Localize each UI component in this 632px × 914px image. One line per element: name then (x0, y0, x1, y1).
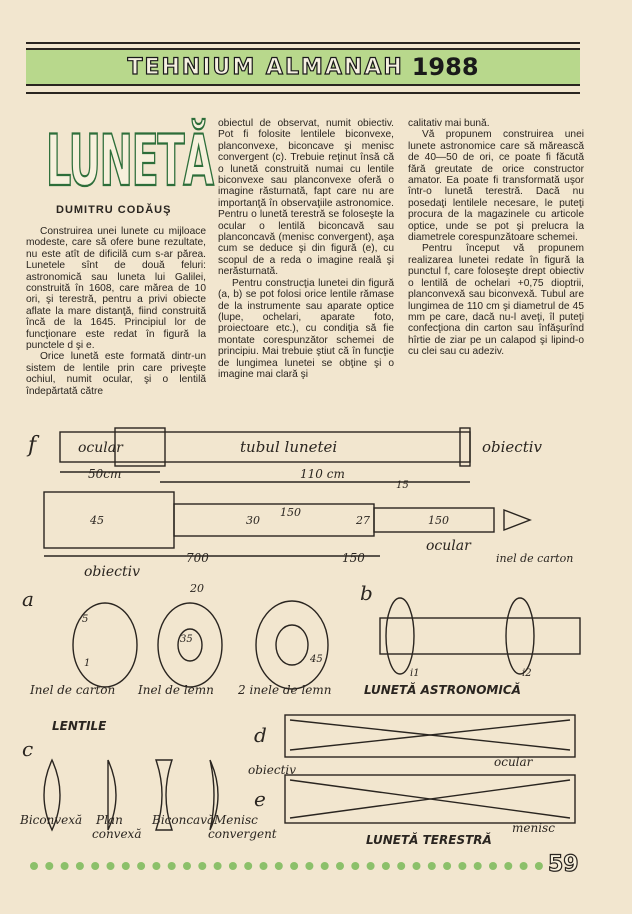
paragraph: Pentru construcţia lunetei din figură (a, b) se pot folosi orice lentile rămase de la instrumente sau aparate optice (lupe, ochelari, aparate foto, proiectoare etc.), cu condiţia să fie montate corespunzător schemei de principiu. Mai trebuie ştiut că în funcţie de lungimea lunetei se obţine şi o imagine mai clară şi (218, 277, 394, 380)
footer-dot (504, 862, 512, 870)
scope-d (285, 715, 575, 757)
footer-dot (443, 862, 451, 870)
dim-50: 50cm (88, 467, 122, 481)
footer-dot (367, 862, 375, 870)
caption-wood-ring: Inel de lemn (138, 683, 214, 697)
footer-dot (168, 862, 176, 870)
dim-r5: 5 (82, 614, 89, 625)
bottom-rule (26, 92, 580, 94)
top-rule (26, 42, 580, 44)
text-column-3 (408, 118, 584, 358)
paragraph: Construirea unei lunete cu mijloace modeste, care să ofere bune rezultate, nu este atît de dificilă cum s-ar părea. Lunetele sînt de două feluri: astronomică sau luneta lui Galilei, construită în 1608, care mărea de 10 ori, şi terestră, pentru a privi obiecte aflate la mare distanţă, fiind construită încă de la 1645. Principiul lor de funcţionare este redat în figură la punctele d şi e. (26, 226, 206, 352)
footer-dot (107, 862, 115, 870)
footer-dot (428, 862, 436, 870)
footer-dot (122, 862, 130, 870)
label-objective-2: obiectiv (84, 564, 141, 580)
lens-name-biconvex: Biconvexă (20, 813, 83, 827)
label-objective-3: obiectiv (248, 763, 297, 777)
label-a: a (22, 587, 34, 611)
telescope-diagram (0, 420, 632, 860)
dim-r35: 35 (180, 634, 193, 645)
label-d: d (254, 723, 267, 747)
dim-27: 27 (356, 514, 370, 527)
banner-year: 1988 (411, 53, 479, 81)
footer-dot (214, 862, 222, 870)
dim-r45: 45 (310, 654, 323, 665)
footer-dot (183, 862, 191, 870)
lens-name-biconcave: Biconcavă (152, 813, 215, 827)
footer-dot (229, 862, 237, 870)
footer-dot (45, 862, 53, 870)
banner-title: TEHNIUM ALMANAH (127, 54, 404, 80)
dim-20: 20 (190, 582, 204, 595)
eye-icon (504, 510, 530, 530)
label-ocular-3: ocular (494, 755, 533, 769)
caption-astro: LUNETĂ ASTRONOMICĂ (364, 683, 521, 697)
footer-dot (474, 862, 482, 870)
article-title: LUNETĂ (46, 121, 213, 203)
wood-ring (158, 603, 222, 687)
paragraph: calitativ mai bună. (408, 118, 490, 129)
article-author: DUMITRU CODĂUŞ (56, 204, 172, 216)
footer-dot (76, 862, 84, 870)
label-f: f (28, 433, 37, 458)
page-number: 59 (548, 852, 579, 877)
text-column-1 (26, 226, 206, 397)
footer-dot (91, 862, 99, 870)
lens-name-convergent: convergent (208, 827, 277, 841)
main-tube (44, 492, 174, 548)
footer-dot (30, 862, 38, 870)
dim-15: 15 (396, 480, 409, 491)
label-objective: obiectiv (482, 438, 543, 456)
astro-ring-2 (506, 598, 534, 674)
caption-two-wood-rings: 2 inele de lemn (238, 683, 332, 697)
label-ocular: ocular (78, 440, 123, 456)
footer-dot (260, 862, 268, 870)
text-column-2 (218, 118, 394, 380)
footer-dot (351, 862, 359, 870)
label-tube: tubul lunetei (240, 438, 338, 456)
footer-dot (244, 862, 252, 870)
inner-tube (174, 504, 374, 536)
caption-cardboard-ring: Inel de carton (30, 683, 116, 697)
paragraph: Pentru început vă propunem realizarea lunetei redate în figură la punctul f, care foloseşte drept obiectiv o lentilă de ochelari +0,75 dioptrii, planconvexă sau biconvexă. Tubul are lungimea de 110 cm şi diametrul de 45 mm pe care, dacă nu-l aveţi, îl puteţi confecţiona din carton sau înfăşurînd hîrtie de ziar pe un calapod şi lipind-o cu clei sau cu adeziv. (408, 243, 584, 358)
footer-dot (382, 862, 390, 870)
label-lenses: LENTILE (52, 719, 107, 733)
dim-700: 700 (186, 551, 209, 565)
label-i1: i1 (410, 668, 420, 679)
footer-dot (290, 862, 298, 870)
lens-name-menisc: Menisc (214, 813, 258, 827)
dim-110: 110 cm (300, 467, 345, 481)
footer-dot (198, 862, 206, 870)
paragraph: obiectul de observat, numit obiectiv. Pot fi folosite lentilele biconvexe, planconvexe, biconcave şi menisc convergent (c). Trebuie reţinut însă că o lunetă construită numai cu lentile biconvexe sau planconvexe oferă o imagine răsturnată, fapt care nu are importanţă în observaţiile astronomice. Pentru o lunetă terestră se foloseşte la ocular o lentilă biconcavă sau planconcavă (menisc convergent), aşa cum se deduce şi din figură (e), cu scopul de a reda o imagine reală şi nerăsturnată. (218, 118, 394, 278)
footer-dot (305, 862, 313, 870)
dim-150c: 150 (342, 551, 365, 565)
footer-dot (458, 862, 466, 870)
footer-dot (489, 862, 497, 870)
lens-name-plan: Plan (96, 813, 123, 827)
dim-150a: 150 (280, 506, 301, 519)
two-wood-rings (256, 601, 328, 689)
footer-dot (535, 862, 543, 870)
footer-dot (413, 862, 421, 870)
label-menisc: menisc (512, 821, 555, 835)
dim-150b: 150 (428, 514, 449, 527)
paragraph: Orice lunetă este formată dintr-un sistem de lentile prin care priveşte ochiul, numit ocular, şi o lentilă îndepărtată către (26, 351, 206, 397)
footer-dot (61, 862, 69, 870)
caption-terrestrial: LUNETĂ TERESTRĂ (366, 833, 492, 847)
footer-dot (336, 862, 344, 870)
footer-dot (321, 862, 329, 870)
paragraph: Vă propunem construirea unei lunete astronomice care să mărească de 40—50 de ori, ce poate fi făcută fără greutate de orice constructor amator. Ea poate fi transformată uşor într-o lunetă terestră. Dacă nu posedaţi lentilele necesare, le puteţi procura de la magazinele cu articole optice, unde se pot şi prelucra la diametrele corespunzătoare schemei. (408, 129, 584, 244)
label-ocular-2: ocular (426, 538, 471, 554)
two-wood-rings-hole (276, 625, 308, 665)
lens-name-convex: convexă (92, 827, 142, 841)
magazine-banner (26, 48, 580, 86)
footer-dot (152, 862, 160, 870)
label-c: c (22, 737, 34, 761)
astro-tube (380, 618, 580, 654)
dim-r1: 1 (84, 658, 91, 669)
label-e: e (254, 787, 266, 811)
label-b: b (360, 581, 373, 605)
footer-dot (137, 862, 145, 870)
footer-dot (275, 862, 283, 870)
label-cardboard-ring: inel de carton (496, 552, 574, 565)
footer-dot (520, 862, 528, 870)
astro-ring-1 (386, 598, 414, 674)
footer-dots (28, 860, 548, 872)
objective-ring (460, 428, 470, 466)
footer-dot (397, 862, 405, 870)
dim-45: 45 (90, 514, 104, 527)
dim-30: 30 (246, 514, 260, 527)
label-i2: i2 (522, 668, 532, 679)
